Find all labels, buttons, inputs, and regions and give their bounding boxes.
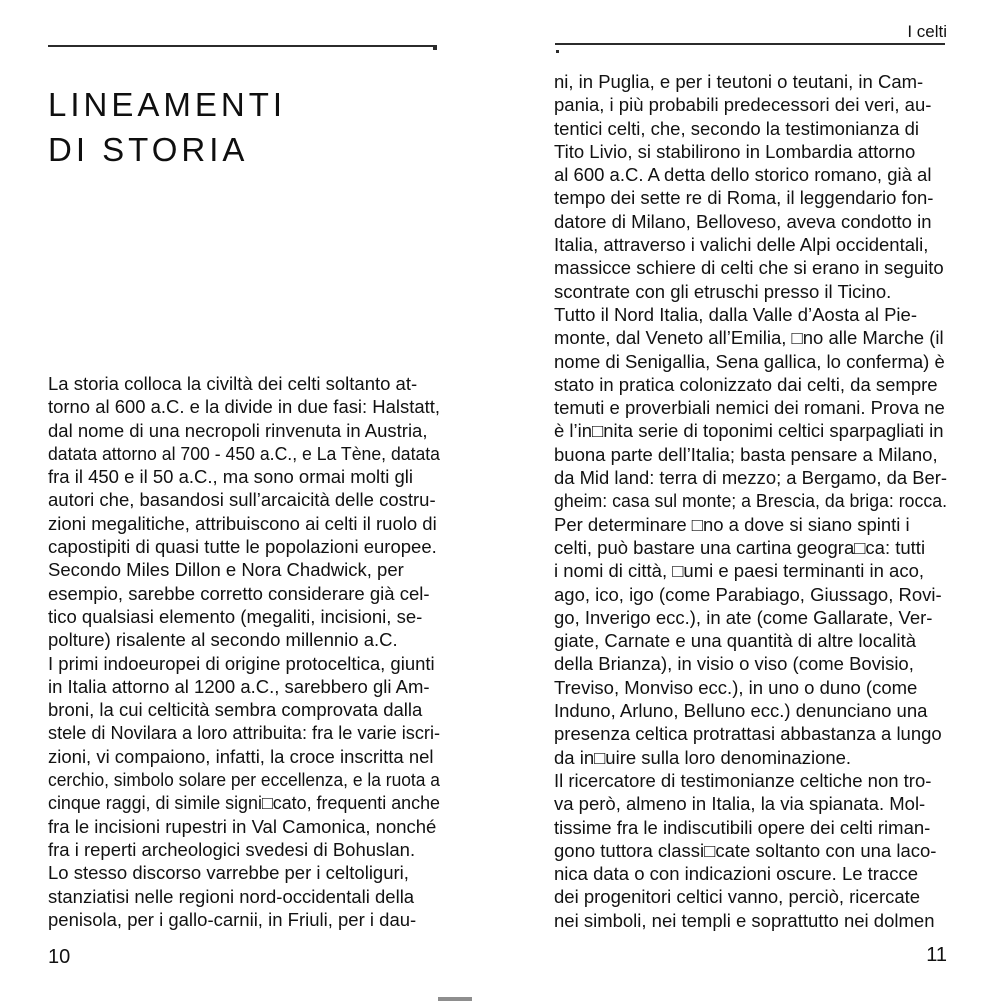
chapter-title <box>48 82 286 172</box>
text-line: va però, almeno in Italia, la via spianata. Mol- <box>554 793 926 815</box>
text-line: tempo dei sette re di Roma, il leggendario fon- <box>554 187 934 209</box>
text-line: Il ricercatore di testimonianze celtiche non tro- <box>554 769 932 791</box>
text-line: cinque raggi, di simile signi□cato, frequenti anche <box>48 792 440 814</box>
text-line: pania, i più probabili predecessori dei veri, au- <box>554 94 932 116</box>
text-line: tico qualsiasi elemento (megaliti, incisioni, se- <box>48 605 423 627</box>
right-page-text-column <box>554 70 947 932</box>
text-line: I primi indoeuropei di origine protoceltica, giunti <box>48 652 435 674</box>
text-line: datore di Milano, Belloveso, aveva condotto in <box>554 210 932 232</box>
text-line: stele di Novilara a loro attribuita: fra le varie iscri- <box>48 722 441 744</box>
text-line: da Mid land: terra di mezzo; a Bergamo, da Ber- <box>554 467 948 489</box>
text-line: in Italia attorno al 1200 a.C., sarebbero gli Am- <box>48 675 430 697</box>
running-header: I celti <box>907 22 947 41</box>
text-line: cerchio, simbolo solare per eccellenza, e la ruota a <box>48 769 440 791</box>
text-line: stato in pratica colonizzato dai celti, da sempre <box>554 373 938 395</box>
text-line: buona parte dell’Italia; basta pensare a Milano, <box>554 443 938 465</box>
text-line: nei simboli, nei templi e soprattutto nei dolmen <box>554 909 935 931</box>
text-line: Lo stesso discorso varrebbe per i celtoliguri, <box>48 862 409 884</box>
text-line: La storia colloca la civiltà dei celti soltanto at- <box>48 373 418 394</box>
text-line: gono tuttora classi□cate soltanto con una laco- <box>554 839 937 861</box>
scan-speck <box>433 47 437 50</box>
text-line: al 600 a.C. A detta dello storico romano, già al <box>554 164 932 186</box>
text-line: penisola, per i gallo-carnii, in Friuli, per i dau- <box>48 908 417 930</box>
text-line: zioni, vi compaiono, infatti, la croce inscritta nel <box>48 745 434 767</box>
text-line: è l’in□nita serie di toponimi celtici sparpagliati in <box>554 420 944 442</box>
text-line: i nomi di città, □umi e paesi terminanti in aco, <box>554 560 925 582</box>
bottom-edge-bar <box>438 997 472 1001</box>
text-line: broni, la cui celticità sembra comprovata dalla <box>48 699 423 721</box>
page-number-left: 10 <box>48 946 71 968</box>
text-line: tentici celti, che, secondo la testimonianza di <box>554 117 919 139</box>
text-line: stanziatisi nelle regioni nord-occidentali della <box>48 885 415 907</box>
text-line: torno al 600 a.C. e la divide in due fasi: Halstatt, <box>48 396 441 418</box>
text-line: ni, in Puglia, e per i teutoni o teutani, in Cam- <box>554 71 924 92</box>
chapter-title-line1: LINEAMENTI <box>48 86 287 123</box>
text-line: esempio, sarebbe corretto considerare già cel- <box>48 582 430 604</box>
text-line: della Brianza), in visio o viso (come Bovisio, <box>554 653 914 675</box>
text-line: dal nome di una necropoli rinvenuta in Austria, <box>48 419 428 441</box>
text-line: fra i reperti archeologici svedesi di Bohuslan. <box>48 838 416 860</box>
text-line: tissime fra le indiscutibili opere dei celti riman- <box>554 816 931 838</box>
text-line: da in□uire sulla loro denominazione. <box>554 746 852 768</box>
text-line: scontrate con gli etruschi presso il Ticino. <box>554 280 892 302</box>
text-line: zioni megalitiche, attribuiscono ai celti il ruolo di <box>48 512 437 534</box>
left-page-text-column <box>48 372 440 931</box>
chapter-title-line2: DI STORIA <box>48 131 249 168</box>
text-line: fra il 450 e il 50 a.C., ma sono ormai molti gli <box>48 466 414 488</box>
text-line: giate, Carnate e una quantità di altre località <box>554 630 917 652</box>
right-page-top-rule <box>555 43 945 45</box>
text-line: monte, dal Veneto all’Emilia, □no alle Marche (il <box>554 327 944 349</box>
text-line: ago, ico, igo (come Parabiago, Giussago, Rovi- <box>554 583 942 605</box>
text-line: Secondo Miles Dillon e Nora Chadwick, per <box>48 559 404 581</box>
text-line: go, Inverigo ecc.), in ate (come Gallarate, Ver- <box>554 606 933 628</box>
text-line: Induno, Arluno, Belluno ecc.) denunciano una <box>554 700 928 722</box>
text-line: Tutto il Nord Italia, dalla Valle d’Aosta al Pie- <box>554 303 917 325</box>
text-line: dei progenitori celtici vanno, perciò, ricercate <box>554 886 921 908</box>
text-line: temuti e proverbiali nemici dei romani. Prova ne <box>554 397 945 419</box>
left-page-top-rule <box>48 45 437 47</box>
text-line: Treviso, Monviso ecc.), in uno o duno (come <box>554 676 918 698</box>
text-line: presenza celtica protrattasi abbastanza a lungo <box>554 723 942 745</box>
text-line: Per determinare □no a dove si siano spinti i <box>554 513 910 535</box>
text-line: Tito Livio, si stabilirono in Lombardia attorno <box>554 140 916 162</box>
scan-speck <box>556 50 559 53</box>
text-line: gheim: casa sul monte; a Brescia, da briga: rocca. <box>554 490 948 512</box>
text-line: autori che, basandosi sull’arcaicità delle costru- <box>48 489 436 511</box>
text-line: massicce schiere di celti che si erano in seguito <box>554 257 944 279</box>
text-line: fra le incisioni rupestri in Val Camonica, nonché <box>48 815 437 837</box>
text-line: nome di Senigallia, Sena gallica, lo conferma) è <box>554 350 945 372</box>
text-line: polture) risalente al secondo millennio a.C. <box>48 629 398 651</box>
text-line: Italia, attraverso i valichi delle Alpi occidentali, <box>554 234 929 256</box>
text-line: datata attorno al 700 - 450 a.C., e La Tène, datata <box>48 442 441 464</box>
text-line: capostipiti di quasi tutte le popolazioni europee. <box>48 536 437 558</box>
text-line: nica data o con indicazioni oscure. Le tracce <box>554 863 919 885</box>
page-number-right: 11 <box>926 944 947 966</box>
text-line: celti, può bastare una cartina geogra□ca: tutti <box>554 536 926 558</box>
